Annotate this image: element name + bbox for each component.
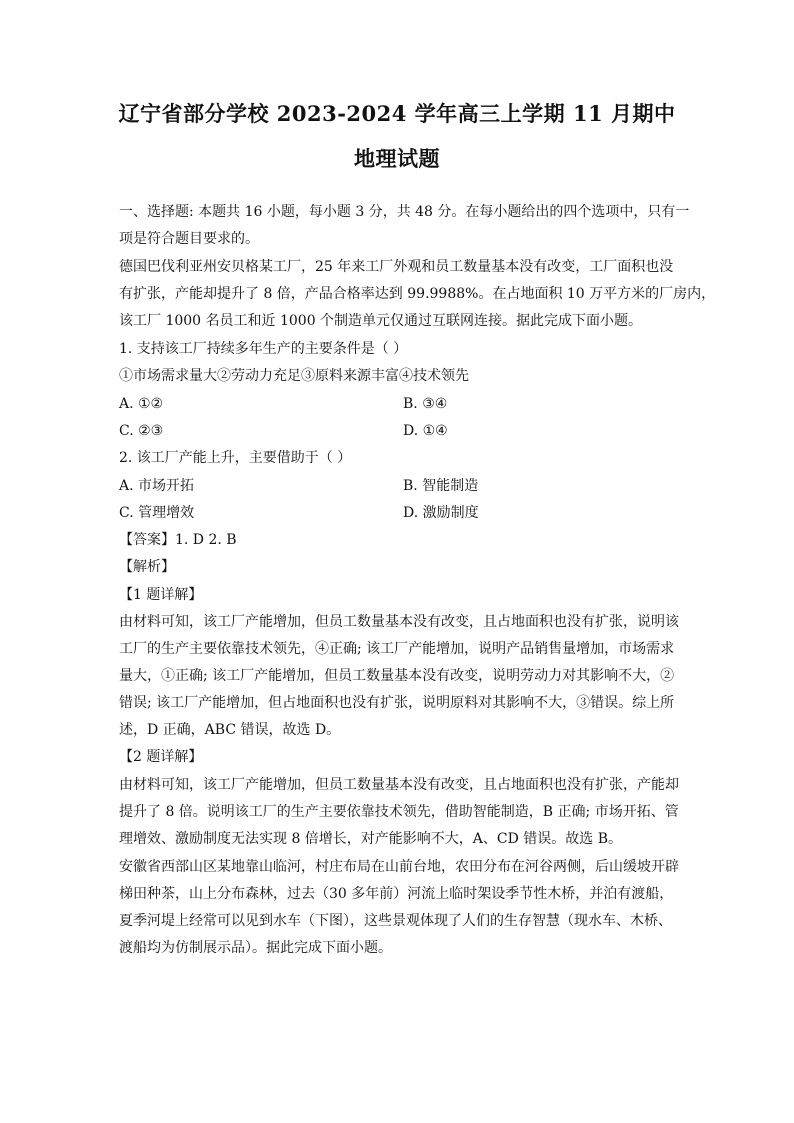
passage-line: 梯田种茶，山上分布森林，过去（30 多年前）河流上临时架设季节性木桥，并泊有渡船， — [119, 886, 674, 902]
detail-1-line: 量大，①正确; 该工厂产能增加，但员工数量基本没有改变，说明劳动力对其影响不大，② — [119, 668, 675, 684]
passage-line: 夏季河堤上经常可以见到水车（下图），这些景观体现了人们的生存智慧（现水车、木桥、 — [119, 913, 672, 929]
detail-1-line: 述，D 正确，ABC 错误，故选 D。 — [119, 722, 341, 738]
option-b: B. 智能制造 — [403, 478, 479, 494]
passage-line: 德国巴伐利亚州安贝格某工厂，25 年来工厂外观和员工数量基本没有改变，工厂面积也没 — [119, 259, 674, 275]
option-a: A. 市场开拓 — [119, 478, 195, 494]
detail-1-line: 由材料可知，该工厂产能增加，但员工数量基本没有改变，且占地面积也没有扩张，说明该 — [119, 614, 679, 630]
detail-2-line: 由材料可知，该工厂产能增加，但员工数量基本没有改变，且占地面积也没有扩张，产能却 — [119, 777, 679, 793]
detail-1-line: 工厂的生产主要依靠技术领先，④正确; 该工厂产能增加，说明产品销售量增加，市场需求 — [119, 641, 675, 657]
option-d: D. 激励制度 — [403, 505, 479, 521]
passage-line: 安徽省西部山区某地靠山临河，村庄布局在山前台地，农田分布在河谷两侧，后山缓坡开辟 — [119, 859, 679, 875]
detail-2-label: 【2 题详解】 — [119, 749, 203, 765]
passage-line: 渡船均为仿制展示品）。据此完成下面小题。 — [119, 940, 392, 956]
detail-2-line: 理增效、激励制度无法实现 8 倍增长，对产能影响不大，A、CD 错误。故选 B。 — [119, 831, 623, 847]
question-items: ①市场需求量大②劳动力充足③原料来源丰富④技术领先 — [119, 368, 469, 384]
option-d: D. ①④ — [403, 423, 448, 439]
question-stem: 2. 该工厂产能上升，主要借助于（ ） — [119, 450, 352, 466]
option-c: C. ②③ — [119, 423, 164, 439]
passage-line: 有扩张，产能却提升了 8 倍，产品合格率达到 99.9988%。在占地面积 10 万平方米的厂房内， — [119, 286, 716, 302]
question-stem: 1. 支持该工厂持续多年生产的主要条件是（ ） — [119, 341, 408, 357]
option-b: B. ③④ — [403, 396, 448, 412]
answer-line: 【答案】1. D 2. B — [119, 532, 237, 548]
option-c: C. 管理增效 — [119, 505, 195, 521]
page-subtitle: 地理试题 — [354, 146, 440, 171]
passage-line: 该工厂 1000 名员工和近 1000 个制造单元仅通过互联网连接。据此完成下面小题。 — [119, 313, 643, 329]
section-header-line: 项是符合题目要求的。 — [119, 231, 259, 247]
section-header-line: 一、选择题: 本题共 16 小题，每小题 3 分，共 48 分。在每小题给出的四个选项中，只有一 — [119, 204, 690, 220]
detail-2-line: 提升了 8 倍。说明该工厂的生产主要依靠技术领先，借助智能制造，B 正确; 市场开拓、管 — [119, 804, 679, 820]
analysis-label: 【解析】 — [119, 559, 175, 575]
page-title: 辽宁省部分学校 2023-2024 学年高三上学期 11 月期中 — [118, 101, 676, 126]
option-a: A. ①② — [119, 396, 164, 412]
detail-1-label: 【1 题详解】 — [119, 587, 203, 603]
detail-1-line: 错误; 该工厂产能增加，但占地面积也没有扩张，说明原料对其影响不大，③错误。综上所 — [119, 695, 675, 711]
